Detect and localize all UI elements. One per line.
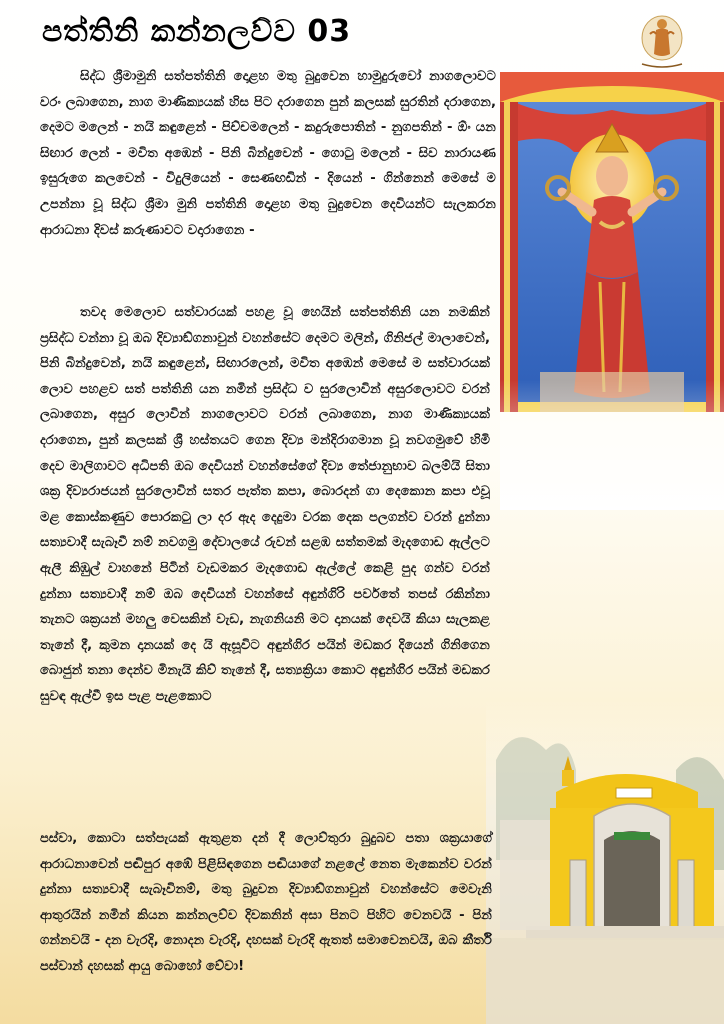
paragraph-text: සිද්ධ ශ්‍රීමාමුනි සත්පත්තිනි දොළහ මතු බුදුවෙන හාමුදුරුවෝ නාගලොවට වරං ලබාගෙන, නාග මාණික්‍යයක් හිස පිට දරාගෙන පුන් කලසක් සුරතින් දරාගෙන, දෙමට මලෙන් - නයි කඳුළෙන් - පිච්චමලෙන් - කදුරුපොතින් - නුගපතින් - ඕං යන සිඟාර ලෙන් - මවිත අඹෙන් - පිනි බින්දුවෙන් - ගොටු මලෙන් - සිව නාරායණ ඉසුරුගෙ කලවෙන් - විදුලියෙන් - සෙණඟඩින් - දියෙන් - ගින්නෙන් මෙසේ ම උපන්නා වූ සිද්ධ ශ්‍රීමා මුනි පත්තිනි දොළහ මතු බුදුවෙන දෙවියන්ට සැලකරන ආරාධනා දිවස් කරුණාවට වදාරාගෙන - [40,69,496,238]
page-title: පත්තිනි කන්නලව්ව 03 [42,14,352,49]
paragraph-text: පස්වා, කොටා සත්පැයක් ඇතුළත දන් දී ලොව්තුරා බුදුබව පතා ශක්‍රයාගේ ආරාධනාවෙන් පඬිපුර අඹේ පිළිසිඳගෙන පඬියාගේ නළලේ නෙත මැකෙන්ව වරන් දුන්නා සත්‍යවාදී සැබෑවිනම්, මතු බුදුවන දිව්‍යාඞ්ගනාවුන් වහන්සේට මෙවැනි ආතුරයින් නමින් කියන කන්නලව්ව දිවකනින් අසා පිනට පිහිට වෙනවයි - පින් ගන්නවයි - දන වැරදි, නොදන වැරදි, දහසක් වැරදි ඇතත් සමාවෙනවයි, ඔබ කීර්ති පස්වාන් දහසක් ආයු බොහෝ වේවා! [40,831,492,974]
pattini-temple-image [486,700,724,1024]
paragraph-text: තවද මෙලොව සත්වාරයක් පහළ වූ හෙයින් සත්පත්තිනි යන නමකින් ප්‍රසිද්ධ වන්නා වූ ඔබ දිව්‍යාඞ්ගනාවුන් වහන්සේට දෙමට මලින්, ගිනිජල් මාලාවෙන්, පිනි බින්දුවෙන්, නයි කඳුළෙන්, සිඟාරලෙන්, මවිත අඹෙන් මෙසේ ම සත්වාරයක් ලොව පහළව සත් පත්තිනි යන නමින් ප්‍රසිද්ධ ව සුරලොවින් අසුරලොවට වරන් ලබාගෙන, අසුර ලොවින් නාගලොවට වරන් ලබාගෙන, නාග මාණික්‍යයක් දරාගෙන, පුන් කලසක් ශ්‍රී හස්තයට ගෙන දිව්‍ය මන්දිරාගමාන වූ නවගමුවේ හිමි දෙව මාලිගාවට අධිපති ඔබ දෙවියන් වහන්සේගේ දිව්‍ය තේජානුභාව බලම්යි සිතා ශක්‍ර දිව්‍යරාජයන් සුරලොවින් සතර පැත්ත කපා, බොරදන් ගා දෙකොන කපා එවූ මළ කොස්කණුව පොරකටු ලා දර ඇද දෙදුමා වරක දෙක පලගන්ව වරන් දුන්නා සත්‍යවාදී සැබෑවී නම් නවගමු දේවාලයේ රුවන් සළඹ සත්තමක් මැදගොඩ ඇල්ලට ඇලී කිඹුල් වාහනේ පිටින් වැඩමකර මැදගොඩ ඇල්ලේ කෙළි පුද ගන්ව වරන් දුන්නා සත්‍යවාදී නම් ඔබ දෙවියන් වහන්සේ අඳුන්ගිරි පර්වතේ තපස් රකින්නා තැනට ශක්‍රයන් මහලු වෙසකින් වැඩ, නැගනියනි මට දානයක් දෙවයි කියා සැලකළ තැනේ දී, කුමන දානයක් දෙ යි ඇසූවිට අඳුන්ගිර පයින් මඩකර දියෙන් ගිනිගෙන බොජුන් තනා දෙන්ව මිනැයි කිව් තැනේ දී, සත්‍යක්‍රියා කොට අඳුන්ගිර පයින් මඩකර සුවඳ ඇල්වී ඉස පැළ පැළකොට [40,305,490,704]
goddess-logo-icon [636,10,688,70]
pattini-goddess-image [500,72,724,412]
goddess-image-fade [500,380,724,510]
paragraph-1 [40,64,496,243]
paragraph-3 [40,826,492,980]
paragraph-2 [40,300,490,710]
